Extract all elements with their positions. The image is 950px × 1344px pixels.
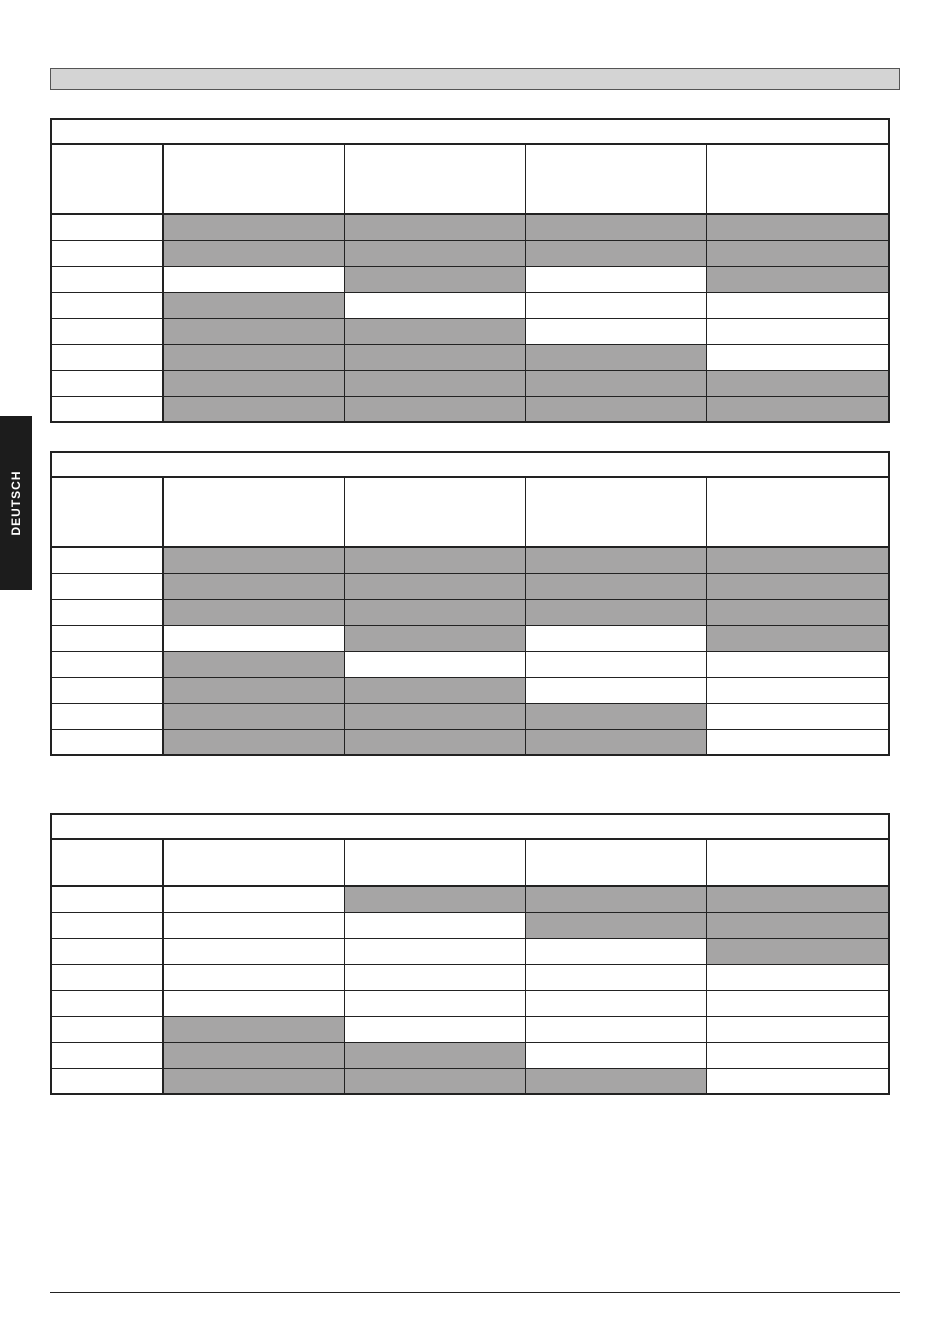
- row-label: [51, 396, 163, 422]
- section-header-bar: [50, 68, 900, 90]
- column-header: [51, 839, 163, 886]
- cell-shaded: [163, 370, 344, 396]
- cell-shaded: [344, 318, 525, 344]
- column-header: [344, 839, 525, 886]
- row-label: [51, 1016, 163, 1042]
- cell-shaded: [706, 599, 889, 625]
- cell-shaded: [706, 886, 889, 912]
- row-label: [51, 344, 163, 370]
- cell-shaded: [344, 599, 525, 625]
- row-label: [51, 729, 163, 755]
- column-header: [163, 144, 344, 214]
- column-header: [51, 477, 163, 547]
- table-row: [51, 912, 889, 938]
- cell-empty: [525, 1016, 706, 1042]
- cell-shaded: [525, 886, 706, 912]
- cell-shaded: [163, 240, 344, 266]
- table-title: [51, 119, 889, 144]
- cell-shaded: [525, 240, 706, 266]
- cell-empty: [344, 938, 525, 964]
- cell-empty: [706, 318, 889, 344]
- column-header: [525, 477, 706, 547]
- cell-empty: [525, 990, 706, 1016]
- cell-shaded: [525, 599, 706, 625]
- cell-shaded: [163, 292, 344, 318]
- table-row: [51, 1042, 889, 1068]
- cell-shaded: [344, 625, 525, 651]
- row-label: [51, 547, 163, 573]
- table-row: [51, 240, 889, 266]
- cell-shaded: [525, 573, 706, 599]
- cell-shaded: [525, 729, 706, 755]
- table-row: [51, 729, 889, 755]
- cell-empty: [525, 625, 706, 651]
- cell-empty: [344, 1016, 525, 1042]
- cell-empty: [525, 318, 706, 344]
- cell-shaded: [525, 912, 706, 938]
- cell-empty: [525, 964, 706, 990]
- cell-shaded: [525, 547, 706, 573]
- cell-shaded: [344, 266, 525, 292]
- cell-empty: [706, 1068, 889, 1094]
- column-header: [706, 839, 889, 886]
- cell-empty: [706, 292, 889, 318]
- cell-empty: [163, 912, 344, 938]
- row-label: [51, 318, 163, 344]
- cell-shaded: [163, 344, 344, 370]
- cell-empty: [525, 266, 706, 292]
- cell-empty: [706, 703, 889, 729]
- table-title: [51, 452, 889, 477]
- column-header: [163, 477, 344, 547]
- cell-empty: [525, 677, 706, 703]
- row-label: [51, 912, 163, 938]
- cell-empty: [706, 1042, 889, 1068]
- table-row: [51, 625, 889, 651]
- cell-empty: [525, 938, 706, 964]
- column-header: [706, 477, 889, 547]
- row-label: [51, 573, 163, 599]
- row-label: [51, 938, 163, 964]
- column-header: [344, 144, 525, 214]
- row-label: [51, 240, 163, 266]
- cell-shaded: [706, 573, 889, 599]
- compatibility-table-2: [50, 451, 890, 756]
- table-row: [51, 938, 889, 964]
- row-label: [51, 292, 163, 318]
- column-header: [344, 477, 525, 547]
- cell-empty: [344, 292, 525, 318]
- cell-empty: [525, 292, 706, 318]
- table-row: [51, 1068, 889, 1094]
- cell-shaded: [525, 1068, 706, 1094]
- row-label: [51, 266, 163, 292]
- row-label: [51, 651, 163, 677]
- cell-shaded: [344, 886, 525, 912]
- cell-empty: [706, 651, 889, 677]
- cell-shaded: [344, 240, 525, 266]
- table-row: [51, 1016, 889, 1042]
- table-row: [51, 370, 889, 396]
- column-header: [51, 144, 163, 214]
- cell-shaded: [525, 703, 706, 729]
- row-label: [51, 964, 163, 990]
- table-row: [51, 990, 889, 1016]
- table-row: [51, 573, 889, 599]
- column-header: [525, 144, 706, 214]
- row-label: [51, 1068, 163, 1094]
- cell-empty: [525, 651, 706, 677]
- cell-shaded: [163, 1016, 344, 1042]
- cell-empty: [344, 964, 525, 990]
- cell-shaded: [163, 651, 344, 677]
- footer-divider: [50, 1292, 900, 1293]
- cell-shaded: [525, 214, 706, 240]
- cell-empty: [706, 964, 889, 990]
- cell-shaded: [163, 703, 344, 729]
- cell-empty: [163, 625, 344, 651]
- column-header: [163, 839, 344, 886]
- cell-shaded: [163, 318, 344, 344]
- cell-shaded: [706, 938, 889, 964]
- table-row: [51, 396, 889, 422]
- cell-shaded: [344, 396, 525, 422]
- cell-shaded: [163, 729, 344, 755]
- cell-shaded: [344, 344, 525, 370]
- cell-empty: [706, 729, 889, 755]
- table-row: [51, 599, 889, 625]
- table-row: [51, 214, 889, 240]
- cell-shaded: [163, 599, 344, 625]
- cell-shaded: [344, 729, 525, 755]
- cell-shaded: [706, 625, 889, 651]
- cell-empty: [344, 990, 525, 1016]
- compatibility-table-1: [50, 118, 890, 423]
- language-side-tab: [0, 416, 32, 590]
- table-row: [51, 677, 889, 703]
- table-row: [51, 266, 889, 292]
- table-row: [51, 886, 889, 912]
- table-row: [51, 344, 889, 370]
- language-tab-label: DEUTSCH: [9, 470, 23, 536]
- cell-empty: [344, 912, 525, 938]
- cell-empty: [163, 964, 344, 990]
- cell-empty: [525, 1042, 706, 1068]
- column-header: [525, 839, 706, 886]
- cell-shaded: [706, 547, 889, 573]
- cell-shaded: [706, 370, 889, 396]
- cell-shaded: [163, 677, 344, 703]
- cell-empty: [706, 677, 889, 703]
- cell-shaded: [344, 370, 525, 396]
- cell-shaded: [706, 240, 889, 266]
- row-label: [51, 599, 163, 625]
- cell-empty: [706, 344, 889, 370]
- row-label: [51, 886, 163, 912]
- row-label: [51, 625, 163, 651]
- table-row: [51, 703, 889, 729]
- cell-shaded: [706, 912, 889, 938]
- row-label: [51, 370, 163, 396]
- cell-shaded: [344, 547, 525, 573]
- cell-shaded: [344, 1042, 525, 1068]
- cell-shaded: [344, 214, 525, 240]
- cell-empty: [163, 886, 344, 912]
- cell-shaded: [706, 266, 889, 292]
- cell-empty: [163, 938, 344, 964]
- cell-shaded: [163, 396, 344, 422]
- table-title: [51, 814, 889, 839]
- cell-shaded: [163, 547, 344, 573]
- row-label: [51, 1042, 163, 1068]
- cell-shaded: [163, 1042, 344, 1068]
- cell-empty: [706, 990, 889, 1016]
- cell-empty: [344, 651, 525, 677]
- table-row: [51, 318, 889, 344]
- cell-empty: [706, 1016, 889, 1042]
- compatibility-table-3: [50, 813, 890, 1095]
- row-label: [51, 214, 163, 240]
- cell-shaded: [525, 344, 706, 370]
- cell-shaded: [525, 370, 706, 396]
- cell-empty: [163, 266, 344, 292]
- cell-empty: [163, 990, 344, 1016]
- cell-shaded: [344, 677, 525, 703]
- cell-shaded: [163, 214, 344, 240]
- column-header: [706, 144, 889, 214]
- cell-shaded: [706, 396, 889, 422]
- cell-shaded: [706, 214, 889, 240]
- cell-shaded: [344, 573, 525, 599]
- cell-shaded: [344, 703, 525, 729]
- cell-shaded: [525, 396, 706, 422]
- row-label: [51, 703, 163, 729]
- table-row: [51, 547, 889, 573]
- row-label: [51, 990, 163, 1016]
- cell-shaded: [163, 1068, 344, 1094]
- table-row: [51, 292, 889, 318]
- cell-shaded: [344, 1068, 525, 1094]
- table-row: [51, 964, 889, 990]
- cell-shaded: [163, 573, 344, 599]
- table-row: [51, 651, 889, 677]
- row-label: [51, 677, 163, 703]
